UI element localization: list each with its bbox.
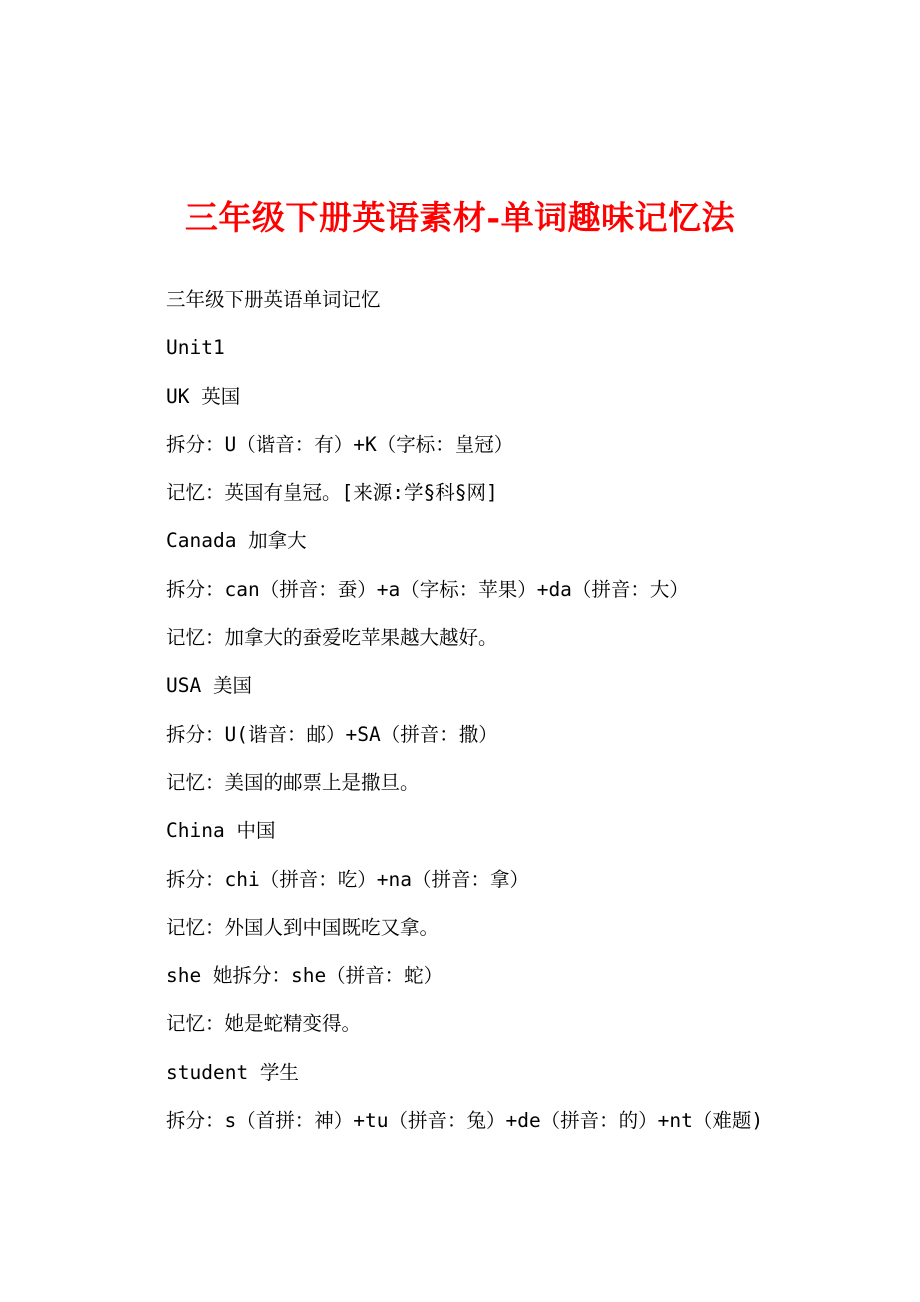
split-line-uk: 拆分：U（谐音：有）+K（字标：皇冠） [166, 432, 514, 456]
split-line-usa: 拆分：U(谐音：邮）+SA（拼音：撒） [166, 722, 498, 746]
word-entry-uk: UK 英国 [166, 384, 241, 408]
word-entry-china: China 中国 [166, 819, 276, 843]
memory-line-she: 记忆：她是蛇精变得。 [166, 1012, 362, 1036]
memory-line-canada: 记忆：加拿大的蚕爱吃苹果越大越好。 [166, 626, 498, 650]
subtitle-line: 三年级下册英语单词记忆 [166, 288, 381, 311]
split-line-china: 拆分：chi（拼音：吃）+na（拼音：拿） [166, 867, 529, 891]
document-title: 三年级下册英语素材-单词趣味记忆法 [184, 198, 736, 237]
document-body [166, 276, 866, 1145]
memory-line-china: 记忆：外国人到中国既吃又拿。 [166, 915, 440, 939]
memory-line-uk: 记忆：英国有皇冠。[来源:学§科§网] [166, 481, 498, 505]
split-line-student: 拆分：s（首拼：神）+tu（拼音：兔）+de（拼音：的）+nt（难题) [166, 1109, 764, 1133]
word-entry-she: she 她拆分：she（拼音：蛇） [166, 964, 444, 988]
word-entry-usa: USA 美国 [166, 674, 252, 698]
word-entry-canada: Canada 加拿大 [166, 529, 307, 553]
word-entry-student: student 学生 [166, 1060, 299, 1084]
memory-line-usa: 记忆：美国的邮票上是撒旦。 [166, 770, 420, 794]
unit-heading: Unit1 [166, 336, 225, 360]
split-line-canada: 拆分：can（拼音：蚕）+a（字标：苹果）+da（拼音：大） [166, 577, 689, 601]
